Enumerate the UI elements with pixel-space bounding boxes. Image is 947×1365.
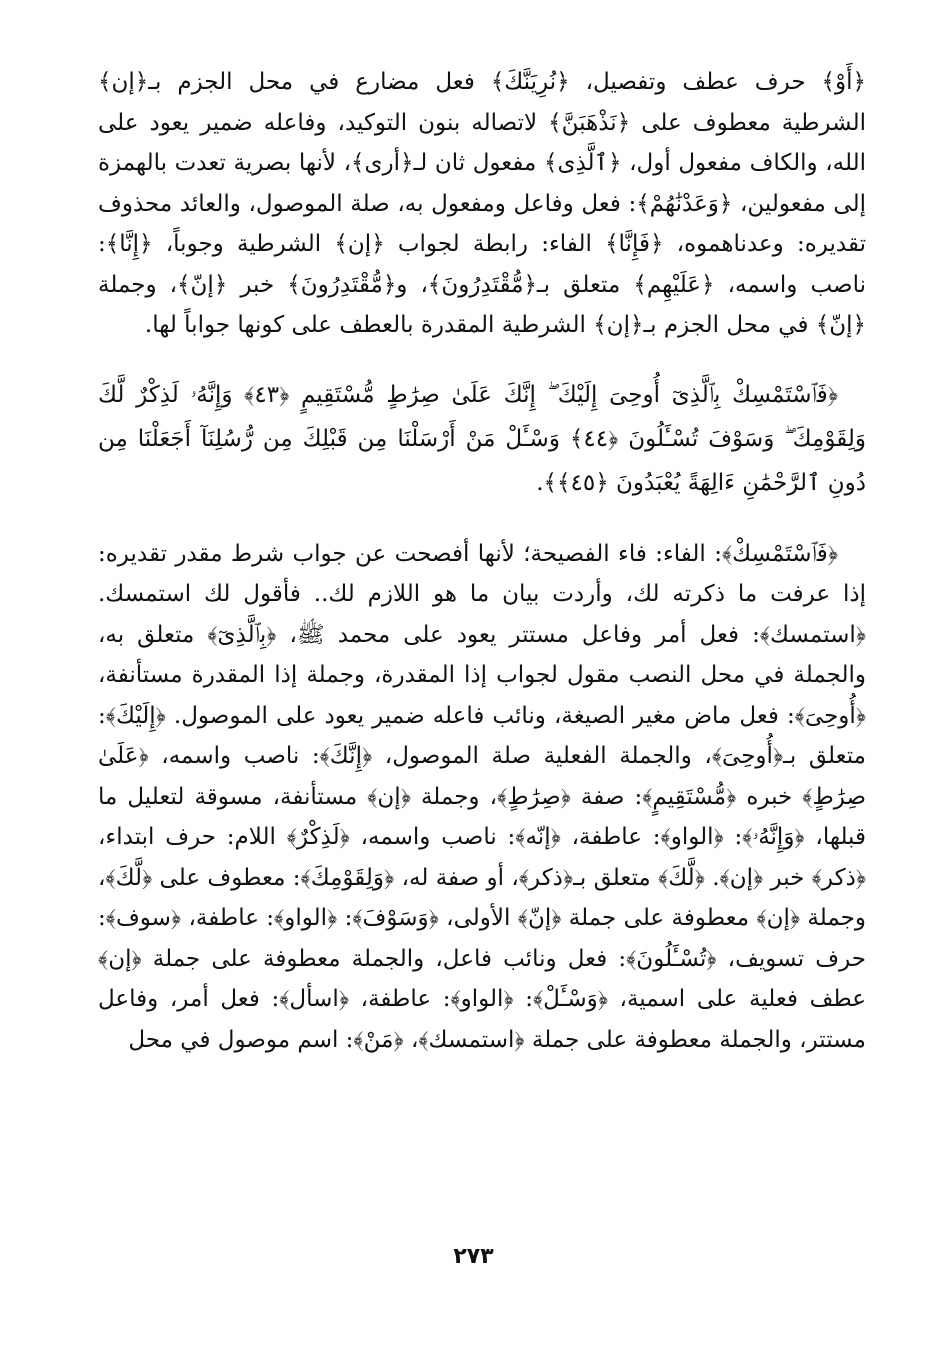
page-body — [98, 62, 866, 1060]
page-number: ٢٧٣ — [453, 1244, 494, 1269]
grammar-paragraph-2: ﴿فَٱسْتَمْسِكْ﴾: الفاء: فاء الفصيحة؛ لأنها أفصحت عن جواب شرط مقدر تقديره: إذا عرفت ما ذكرته لك، وأردت بيان ما هو اللازم لك.. فأقول لك استمسك. ﴿استمسك﴾: فعل أمر وفاعل مستتر يعود على محمد ﷺ، ﴿بِٱلَّذِىٓ﴾ متعلق به، والجملة في محل النصب مقول لجواب إذا المقدرة، وجملة إذا المقدرة مستأنفة، ﴿أُوحِىَ﴾: فعل ماض مغير الصيغة، ونائب فاعله ضمير يعود على الموصول. ﴿إِلَيْكَ﴾: متعلق بـ﴿أُوحِىَ﴾، والجملة الفعلية صلة الموصول، ﴿إِنَّكَ﴾: ناصب واسمه، ﴿عَلَىٰ صِرَٰطٍ﴾ خبره ﴿مُّسْتَقِيمٍ﴾: صفة ﴿صِرَٰطٍ﴾، وجملة ﴿إن﴾ مستأنفة، مسوقة لتعليل ما قبلها، ﴿وَإِنَّهُۥ﴾: ﴿الواو﴾: عاطفة، ﴿إنّه﴾: ناصب واسمه، ﴿لَذِكْرٌ﴾ اللام: حرف ابتداء، ﴿ذكر﴾ خبر ﴿إن﴾. ﴿لَّكَ﴾ متعلق بـ﴿ذكر﴾، أو صفة له، ﴿وَلِقَوْمِكَ﴾: معطوف على ﴿لَّكَ﴾، وجملة ﴿إن﴾ معطوفة على جملة ﴿إنّ﴾ الأولى، ﴿وَسَوْفَ﴾: ﴿الواو﴾: عاطفة، ﴿سوف﴾: حرف تسويف، ﴿تُسْـَٔلُونَ﴾: فعل ونائب فاعل، والجملة معطوفة على جملة ﴿إن﴾ عطف فعلية على اسمية، ﴿وَسْـَٔلْ﴾: ﴿الواو﴾: عاطفة، ﴿اسأل﴾: فعل أمر، وفاعل مستتر، والجملة معطوفة على جملة ﴿استمسك﴾، ﴿مَنْ﴾: اسم موصول في محل — [98, 540, 866, 1053]
quran-verse-block: ﴿فَٱسْتَمْسِكْ بِٱلَّذِىٓ أُوحِىَ إِلَيْكَ ۖ إِنَّكَ عَلَىٰ صِرَٰطٍ مُّسْتَقِيمٍ ﴿٤٣﴾ وَإِنَّهُۥ لَذِكْرٌ لَّكَ وَلِقَوْمِكَ ۖ وَسَوْفَ تُسْـَٔلُونَ ﴿٤٤﴾ وَسْـَٔلْ مَنْ أَرْسَلْنَا مِن قَبْلِكَ مِن رُّسُلِنَآ أَجَعَلْنَا مِن دُونِ ٱلرَّحْمَٰنِ ءَالِهَةً يُعْبَدُونَ ﴿٤٥﴾﴾. — [98, 381, 866, 496]
grammar-paragraph-1: ﴿أَوْ﴾ حرف عطف وتفصيل، ﴿نُرِيَنَّكَ﴾ فعل مضارع في محل الجزم بـ﴿إن﴾ الشرطية معطوف على ﴿نَذْهَبَنَّ﴾ لاتصاله بنون التوكيد، وفاعله ضمير يعود على الله، والكاف مفعول أول، ﴿ٱلَّذِى﴾ مفعول ثان لـ﴿أرى﴾، لأنها بصرية تعدت بالهمزة إلى مفعولين، ﴿وَعَدْنَٰهُمْ﴾: فعل وفاعل ومفعول به، صلة الموصول، والعائد محذوف تقديره: وعدناهموه، ﴿فَإِنَّا﴾ الفاء: رابطة لجواب ﴿إن﴾ الشرطية وجوباً، ﴿إِنَّا﴾: ناصب واسمه، ﴿عَلَيْهِم﴾ متعلق بـ﴿مُّقْتَدِرُونَ﴾، و﴿مُّقْتَدِرُونَ﴾ خبر ﴿إنّ﴾، وجملة ﴿إنّ﴾ في محل الجزم بـ﴿إن﴾ الشرطية المقدرة بالعطف على كونها جواباً لها. — [98, 69, 866, 338]
